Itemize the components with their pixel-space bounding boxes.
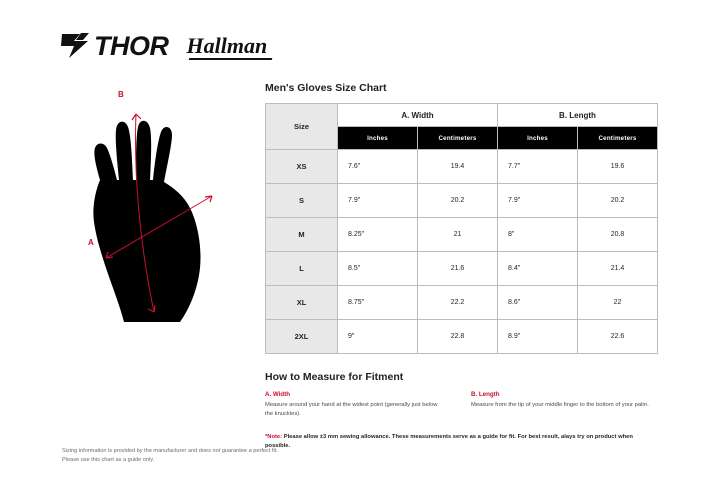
- cell-size: M: [266, 218, 338, 252]
- header-group-length: B. Length: [498, 104, 658, 127]
- cell-width-centimeters: 21.6: [418, 252, 498, 286]
- cell-width-inches: 7.6": [338, 150, 418, 184]
- thor-hammer-icon: [60, 32, 90, 60]
- hallman-wordmark: Hallman: [187, 35, 272, 57]
- thor-logo: [60, 32, 169, 60]
- cell-length-centimeters: 20.8: [578, 218, 658, 252]
- how-to-length-block: [471, 391, 651, 420]
- cell-width-inches: 8.75": [338, 286, 418, 320]
- cell-width-centimeters: 20.2: [418, 184, 498, 218]
- how-to-measure-section: [265, 371, 658, 451]
- table-header-groups: [266, 104, 658, 127]
- diagram-label-width: A: [88, 238, 94, 247]
- cell-length-centimeters: 20.2: [578, 184, 658, 218]
- cell-size: XL: [266, 286, 338, 320]
- table-row: [266, 150, 658, 184]
- cell-width-centimeters: 21: [418, 218, 498, 252]
- brand-header: [60, 32, 271, 60]
- measurement-note: [265, 433, 637, 452]
- how-to-measure-title: How to Measure for Fitment: [265, 371, 404, 383]
- cell-length-centimeters: 22: [578, 286, 658, 320]
- how-to-width-heading: A. Width: [265, 391, 291, 398]
- cell-length-inches: 8": [498, 218, 578, 252]
- table-row: [266, 218, 658, 252]
- thor-wordmark: THOR: [94, 30, 169, 61]
- how-to-length-heading: B. Length: [471, 391, 500, 398]
- cell-length-inches: 8.9": [498, 320, 578, 354]
- cell-length-inches: 8.4": [498, 252, 578, 286]
- diagram-label-length: B: [118, 90, 124, 99]
- hand-measurement-diagram: [62, 90, 252, 326]
- cell-width-centimeters: 19.4: [418, 150, 498, 184]
- table-row: [266, 184, 658, 218]
- cell-length-centimeters: 22.6: [578, 320, 658, 354]
- footer-line-1: Sizing information is provided by the manufacturer and does not guarantee a perfect fit.: [62, 448, 278, 454]
- chart-column: [265, 82, 658, 451]
- header-group-width: A. Width: [338, 104, 498, 127]
- table-row: [266, 320, 658, 354]
- cell-length-centimeters: 19.6: [578, 150, 658, 184]
- page-title: Men's Gloves Size Chart: [265, 82, 387, 94]
- cell-length-inches: 7.7": [498, 150, 578, 184]
- how-to-length-text: Measure from the tip of your middle finger to the bottom of your palm.: [471, 402, 649, 408]
- cell-width-inches: 9": [338, 320, 418, 354]
- cell-length-inches: 8.6": [498, 286, 578, 320]
- header-length-inches: Inches: [498, 127, 578, 150]
- note-label: *Note:: [265, 433, 283, 440]
- how-to-width-text: Measure around your hand at the widest point (generally just below the knuckles).: [265, 402, 438, 418]
- cell-width-centimeters: 22.2: [418, 286, 498, 320]
- note-text: Please allow ±3 mm sewing allowance. These measurements serve as a guide for fit. For best result, alays try on product when possible.: [265, 433, 633, 449]
- cell-size: 2XL: [266, 320, 338, 354]
- size-chart-table: [265, 103, 658, 354]
- header-size: Size: [266, 104, 338, 150]
- cell-length-inches: 7.9": [498, 184, 578, 218]
- cell-width-centimeters: 22.8: [418, 320, 498, 354]
- cell-width-inches: 8.25": [338, 218, 418, 252]
- header-length-centimeters: Centimeters: [578, 127, 658, 150]
- header-width-inches: Inches: [338, 127, 418, 150]
- cell-size: L: [266, 252, 338, 286]
- cell-size: XS: [266, 150, 338, 184]
- table-row: [266, 286, 658, 320]
- header-width-centimeters: Centimeters: [418, 127, 498, 150]
- cell-width-inches: 8.5": [338, 252, 418, 286]
- cell-width-inches: 7.9": [338, 184, 418, 218]
- how-to-width-block: [265, 391, 445, 420]
- footer-line-2: Please use this chart as a guide only.: [62, 456, 155, 463]
- cell-size: S: [266, 184, 338, 218]
- table-row: [266, 252, 658, 286]
- cell-length-centimeters: 21.4: [578, 252, 658, 286]
